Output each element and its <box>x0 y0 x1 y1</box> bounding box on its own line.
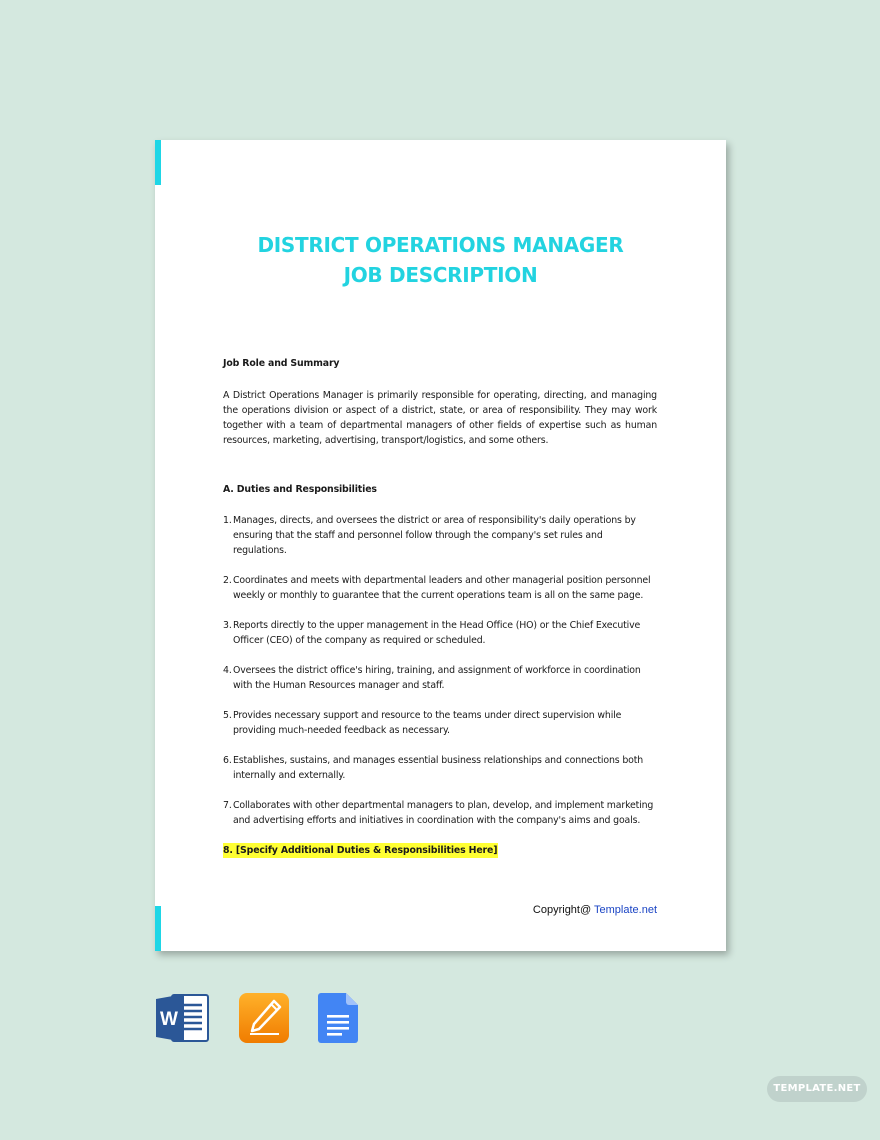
duties-heading: A. Duties and Responsibilities <box>223 484 377 495</box>
list-item-text: Collaborates with other departmental managers to plan, develop, and implement marketing and advertising efforts and initiatives in coordination with the company's aims and goals. <box>233 800 654 826</box>
highlighted-placeholder-text: 8. [Specify Additional Duties & Responsibilities Here] <box>223 845 498 856</box>
list-item <box>223 798 657 828</box>
list-item-number: 6. <box>223 755 232 766</box>
list-item <box>223 513 657 558</box>
list-item-number: 5. <box>223 710 232 721</box>
word-icon[interactable] <box>156 993 210 1043</box>
list-item-text: Oversees the district office's hiring, training, and assignment of workforce in coordination with the Human Resources manager and staff. <box>233 665 641 691</box>
pages-icon[interactable] <box>239 993 289 1043</box>
document-title <box>155 230 726 290</box>
list-item-text: Establishes, sustains, and manages essential business relationships and connections both internally and externally. <box>233 755 644 781</box>
list-item-number: 2. <box>223 575 232 586</box>
top-accent-bar <box>155 140 161 185</box>
bottom-accent-bar <box>155 906 161 951</box>
list-item-text: Coordinates and meets with departmental leaders and other managerial position personnel weekly or monthly to guarantee that the current operations team is all on the same page. <box>233 575 651 601</box>
list-item <box>223 753 657 783</box>
list-item <box>223 618 657 648</box>
summary-heading: Job Role and Summary <box>223 358 340 369</box>
list-item-number: 4. <box>223 665 232 676</box>
title-line-1: DISTRICT OPERATIONS MANAGER <box>257 233 624 257</box>
list-item-text: Reports directly to the upper management in the Head Office (HO) or the Chief Executive Officer (CEO) of the company as required or scheduled. <box>233 620 641 646</box>
copyright-link[interactable]: Template.net <box>594 904 657 916</box>
list-item <box>223 663 657 693</box>
google-docs-icon[interactable] <box>318 993 358 1043</box>
copyright-label: Copyright@ <box>532 904 595 916</box>
list-item <box>223 573 657 603</box>
list-item-text: Manages, directs, and oversees the district or area of responsibility's daily operations by ensuring that the staff and personnel follow through the company's set rules and regulations. <box>233 515 636 556</box>
list-item-number: 7. <box>223 800 232 811</box>
svg-text:W: W <box>160 1009 178 1030</box>
document-body <box>223 356 657 873</box>
list-item-text: Provides necessary support and resource to the teams under direct supervision while providing much-needed feedback as necessary. <box>233 710 622 736</box>
title-line-2: JOB DESCRIPTION <box>343 263 538 287</box>
highlighted-placeholder-item <box>223 843 657 858</box>
list-item-number: 1. <box>223 515 232 526</box>
summary-paragraph: A District Operations Manager is primarily responsible for operating, directing, and managing the operations division or aspect of a district, state, or area of responsibility. They may work together with a team of departmental managers of other fields of expertise such as human resources, marketing, advertising, transport/logistics, and some others. <box>223 390 657 446</box>
template-net-badge[interactable]: TEMPLATE.NET <box>767 1076 867 1102</box>
list-item <box>223 708 657 738</box>
document-page <box>155 140 726 951</box>
duties-list <box>223 513 657 858</box>
list-item-number: 3. <box>223 620 232 631</box>
copyright-notice <box>533 904 657 916</box>
